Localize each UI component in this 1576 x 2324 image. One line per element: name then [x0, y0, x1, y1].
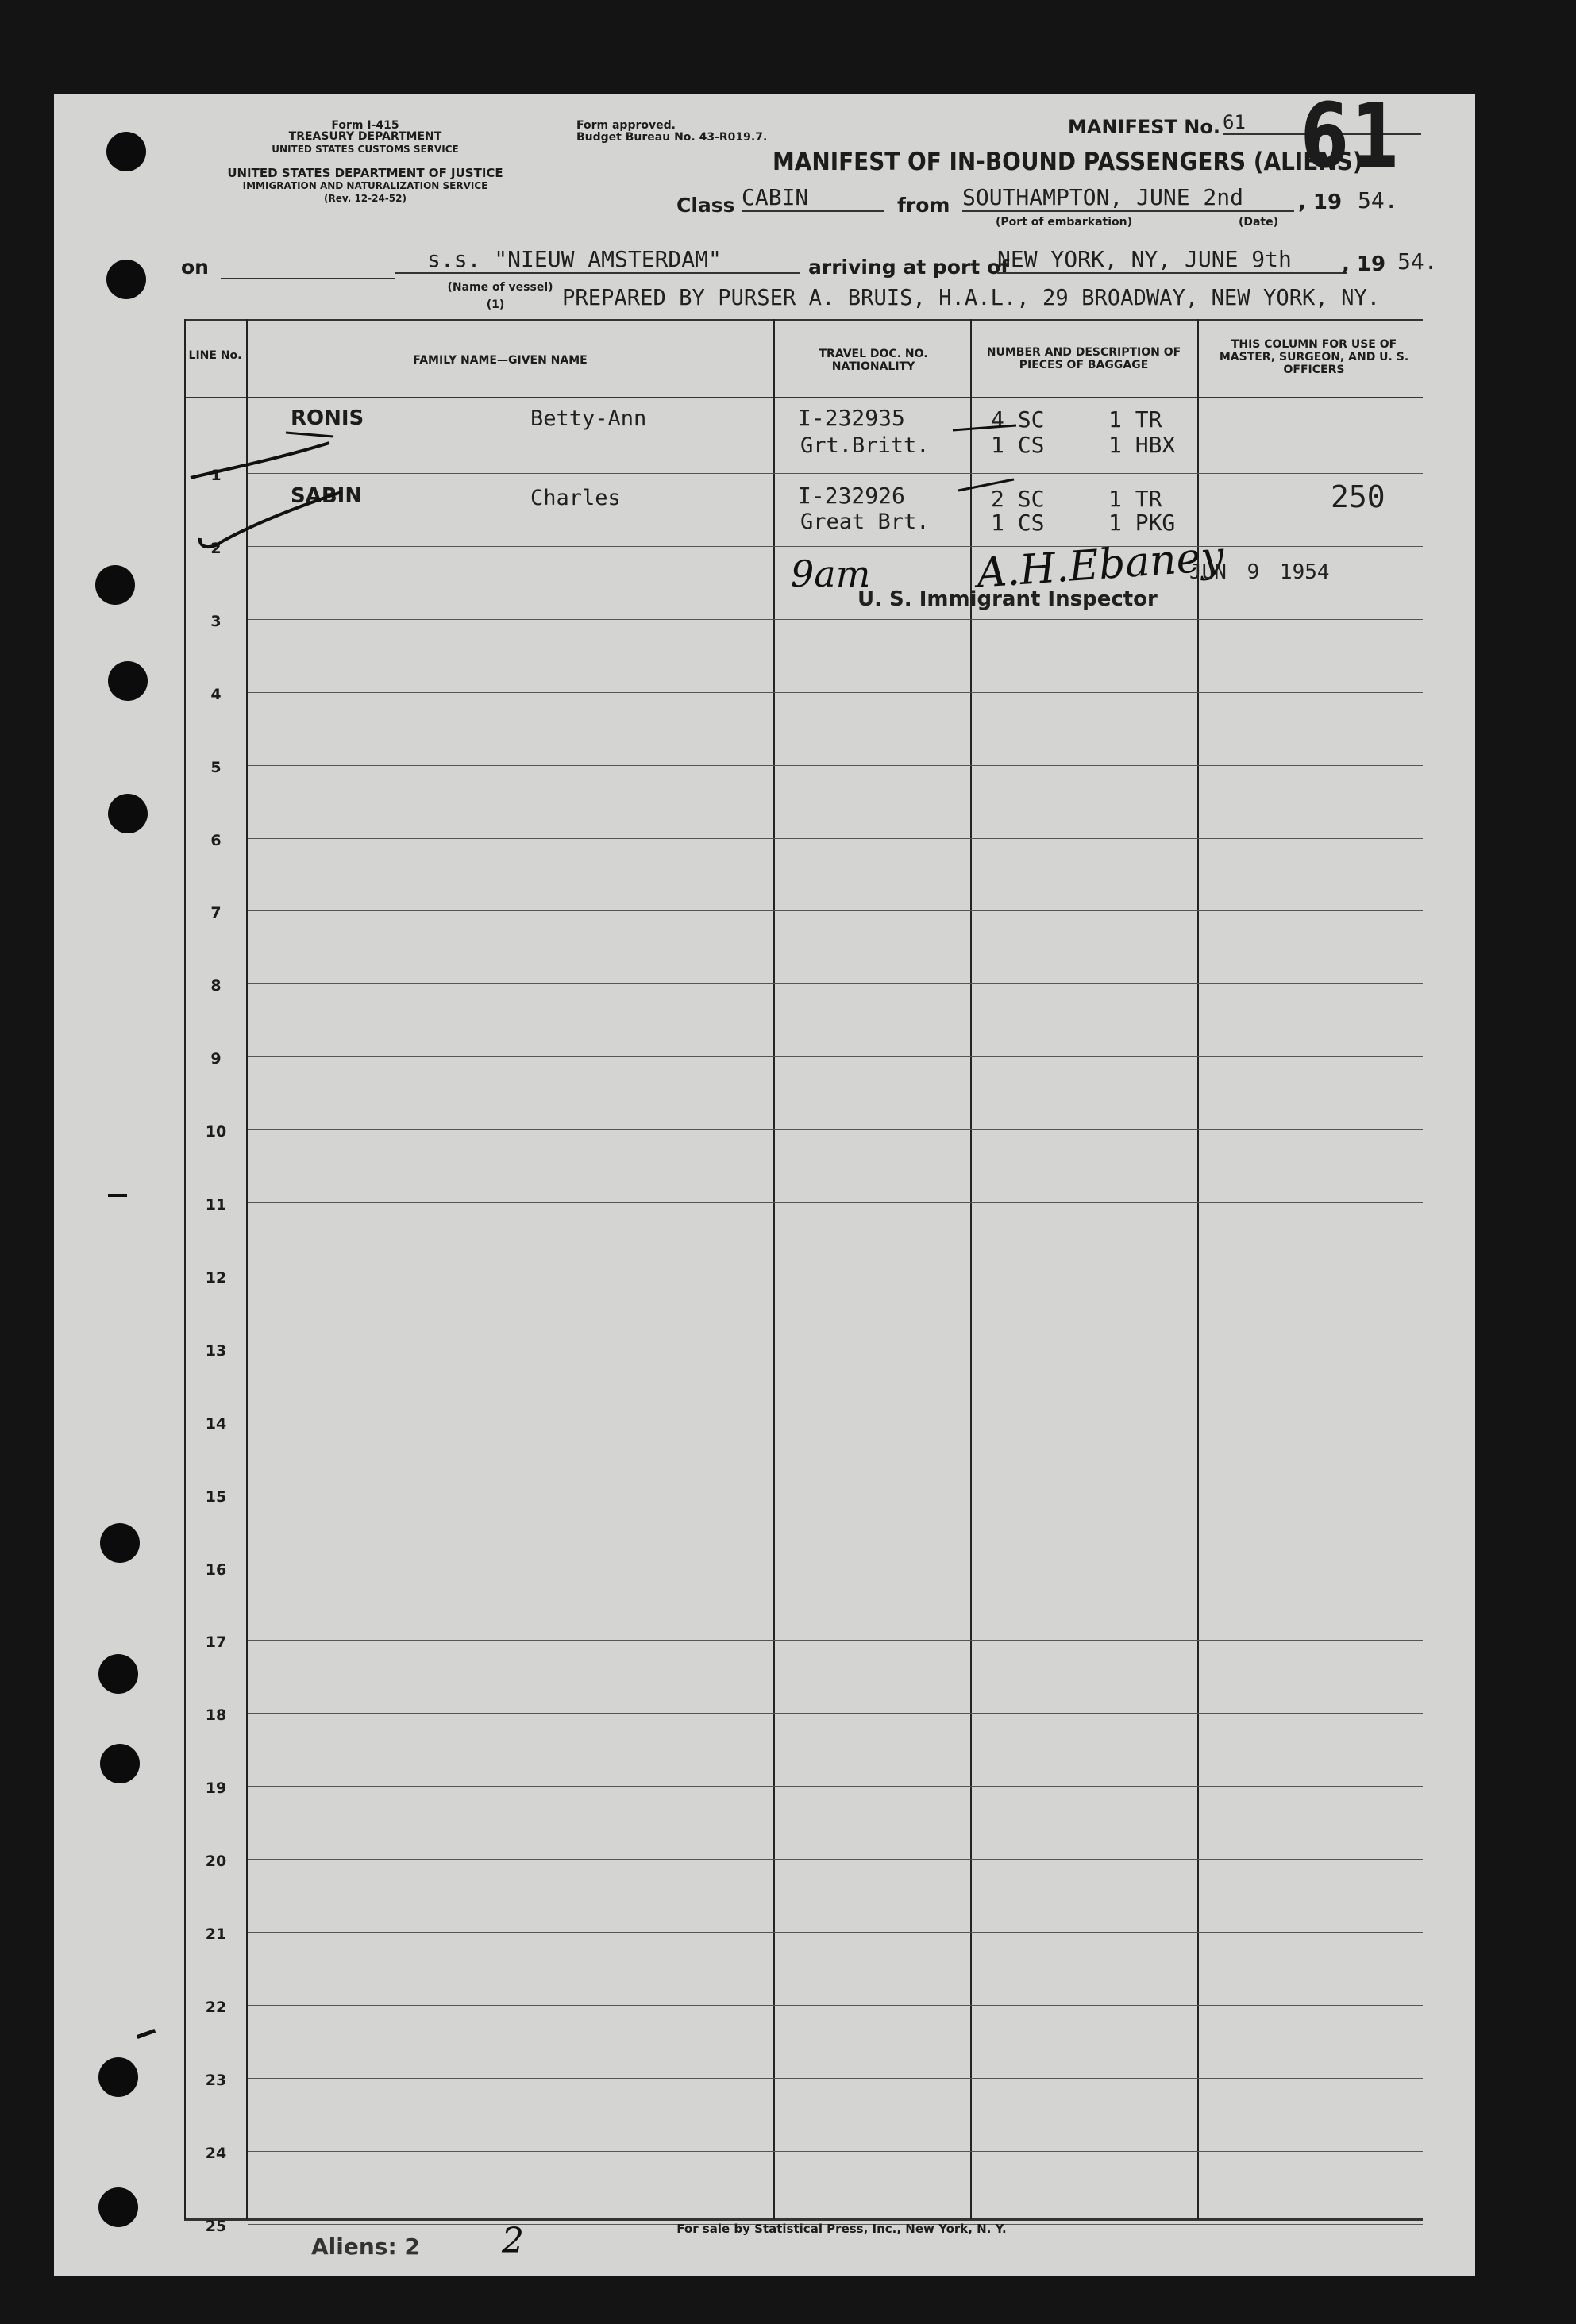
family-name: SABIN — [291, 484, 363, 508]
row-rule — [248, 692, 1423, 693]
row-rule — [248, 473, 1423, 474]
header-line-no: LINE No. — [188, 349, 242, 362]
line-number: 16 — [205, 1561, 227, 1579]
margin-mark — [108, 1194, 127, 1197]
row-rule — [248, 2078, 1423, 2079]
line-number: 8 — [210, 977, 222, 995]
baggage-item: 1 PKG — [1108, 510, 1176, 536]
prepared-by: PREPARED BY PURSER A. BRUIS, H.A.L., 29 BROADWAY, NEW YORK, NY. — [562, 284, 1381, 310]
on-label: on — [181, 256, 209, 279]
budget-bureau: Budget Bureau No. 43-R019.7. — [576, 131, 768, 144]
aliens-count: Aliens: 2 — [311, 2234, 420, 2260]
row-rule — [248, 2005, 1423, 2006]
punch-hole — [106, 260, 146, 299]
baggage-item: 1 CS — [991, 510, 1045, 536]
header-name: FAMILY NAME—GIVEN NAME — [413, 354, 588, 367]
port-embarkation: SOUTHAMPTON, JUNE 2nd — [962, 184, 1294, 212]
line-number: 18 — [205, 1706, 227, 1724]
inspector-signature: A.H.Ebaney — [975, 533, 1226, 598]
inspector-title: U. S. Immigrant Inspector — [857, 587, 1158, 611]
aliens-handwritten: 2 — [502, 2221, 524, 2261]
class-label: Class — [676, 194, 735, 217]
customs-service: UNITED STATES CUSTOMS SERVICE — [272, 144, 459, 155]
baggage-item: 1 CS — [991, 432, 1045, 458]
punch-hole — [98, 2187, 138, 2227]
baggage-item: 1 TR — [1108, 406, 1162, 433]
row-rule — [248, 546, 1423, 547]
manifest-label: MANIFEST No. — [1068, 116, 1220, 138]
given-name: Charles — [530, 486, 621, 510]
header-baggage: NUMBER AND DESCRIPTION OF PIECES OF BAGGAGE — [986, 346, 1181, 371]
line-number: 6 — [210, 832, 222, 849]
line-number: 2 — [210, 540, 222, 557]
line-number: 7 — [210, 904, 222, 922]
given-name: Betty-Ann — [530, 406, 647, 431]
footnote-one: (1) — [486, 298, 505, 311]
travel-doc-no: I-232935 — [798, 405, 905, 431]
line-no-column-rule — [246, 319, 248, 2219]
punch-hole — [100, 1523, 140, 1563]
vessel-name: s.s. "NIEUW AMSTERDAM" — [395, 246, 800, 274]
table-bottom-rule — [184, 2218, 1423, 2221]
line-number: 20 — [205, 1853, 227, 1870]
port-caption: (Port of embarkation) — [995, 216, 1133, 229]
manifest-number-typed: 61 — [1223, 111, 1421, 135]
arrival-port: NEW YORK, NY, JUNE 9th — [997, 246, 1347, 274]
line-number: 14 — [205, 1415, 227, 1433]
year-suffix: 54. — [1358, 187, 1398, 214]
arrival-year-prefix: , 19 — [1342, 252, 1386, 276]
punch-hole — [100, 1744, 140, 1783]
class-value: CABIN — [742, 184, 884, 212]
date-caption: (Date) — [1238, 216, 1279, 229]
line-number: 9 — [210, 1050, 222, 1068]
treasury-dept: TREASURY DEPARTMENT — [288, 130, 442, 143]
row-rule — [248, 1713, 1423, 1714]
line-number: 5 — [210, 759, 222, 776]
check-marks — [183, 413, 357, 556]
form-approved: Form approved. — [576, 119, 676, 132]
header-travel-doc: TRAVEL DOC. NO. NATIONALITY — [819, 348, 928, 373]
punch-hole — [98, 2057, 138, 2097]
line-number: 1 — [210, 467, 222, 484]
table-left-border — [184, 319, 186, 2219]
baggage-item: 1 HBX — [1108, 432, 1176, 458]
travel-doc-no: I-232926 — [798, 483, 905, 509]
family-name: RONIS — [291, 406, 364, 430]
row-rule — [248, 2151, 1423, 2152]
year-prefix: , 19 — [1298, 190, 1343, 214]
row-rule — [248, 1129, 1423, 1130]
manifest-number-stamp: 61 — [1300, 85, 1402, 188]
row-rule — [248, 1640, 1423, 1641]
baggage-item: 2 SC — [991, 486, 1045, 512]
row-rule — [248, 1056, 1423, 1057]
line-number: 25 — [205, 2218, 227, 2235]
vessel-caption: (Name of vessel) — [447, 281, 553, 294]
row-rule — [248, 1932, 1423, 1933]
revision: (Rev. 12-24-52) — [324, 193, 407, 204]
line-number: 10 — [205, 1123, 227, 1141]
row-rule — [248, 1202, 1423, 1203]
punch-hole — [106, 132, 146, 171]
line-number: 13 — [205, 1342, 227, 1360]
line-number: 17 — [205, 1633, 227, 1651]
line-number: 22 — [205, 1999, 227, 2016]
row-rule — [248, 1859, 1423, 1860]
table-top-rule — [184, 319, 1423, 321]
ins-heading: IMMIGRATION AND NATURALIZATION SERVICE — [242, 180, 488, 191]
line-number: 21 — [205, 1926, 227, 1943]
officer-note: 250 — [1331, 479, 1385, 514]
line-number: 4 — [210, 686, 222, 703]
nationality: Grt.Britt. — [800, 433, 930, 458]
line-number: 23 — [205, 2072, 227, 2089]
row-rule — [248, 983, 1423, 984]
line-number: 3 — [210, 613, 222, 630]
punch-hole — [95, 565, 135, 605]
baggage-item: 4 SC — [991, 406, 1045, 433]
table-header-rule — [184, 397, 1423, 398]
baggage-marks — [949, 413, 1036, 500]
arriving-label: arriving at port of — [808, 256, 1009, 279]
header-officers: THIS COLUMN FOR USE OF MASTER, SURGEON, AND U. S. OFFICERS — [1219, 338, 1409, 376]
from-label: from — [897, 194, 950, 217]
stamp-date: JUN 9 1954 — [1189, 560, 1330, 584]
line-number: 19 — [205, 1780, 227, 1797]
nationality: Great Brt. — [800, 510, 930, 534]
punch-hole — [108, 661, 148, 701]
line-number: 24 — [205, 2145, 227, 2162]
row-rule — [248, 838, 1423, 839]
baggage-item: 1 TR — [1108, 486, 1162, 512]
arrival-year-suffix: 54. — [1397, 248, 1438, 275]
on-underline — [221, 278, 395, 279]
line-number: 12 — [205, 1269, 227, 1287]
punch-hole — [108, 794, 148, 833]
printer-credit: For sale by Statistical Press, Inc., New York, N. Y. — [676, 2222, 1007, 2236]
row-rule — [248, 910, 1423, 911]
name-column-rule — [773, 319, 775, 2219]
line-number: 15 — [205, 1488, 227, 1506]
row-rule — [248, 765, 1423, 766]
manifest-title: MANIFEST OF IN-BOUND PASSENGERS (ALIENS) — [773, 148, 1363, 176]
handwritten-time: 9am — [791, 552, 871, 595]
line-number: 11 — [205, 1196, 227, 1214]
baggage-column-rule — [1197, 319, 1199, 2219]
doj-heading: UNITED STATES DEPARTMENT OF JUSTICE — [227, 166, 503, 180]
form-number: Form I-415 — [331, 119, 399, 132]
row-rule — [248, 619, 1423, 620]
row-rule — [248, 1786, 1423, 1787]
punch-hole — [98, 1654, 138, 1694]
